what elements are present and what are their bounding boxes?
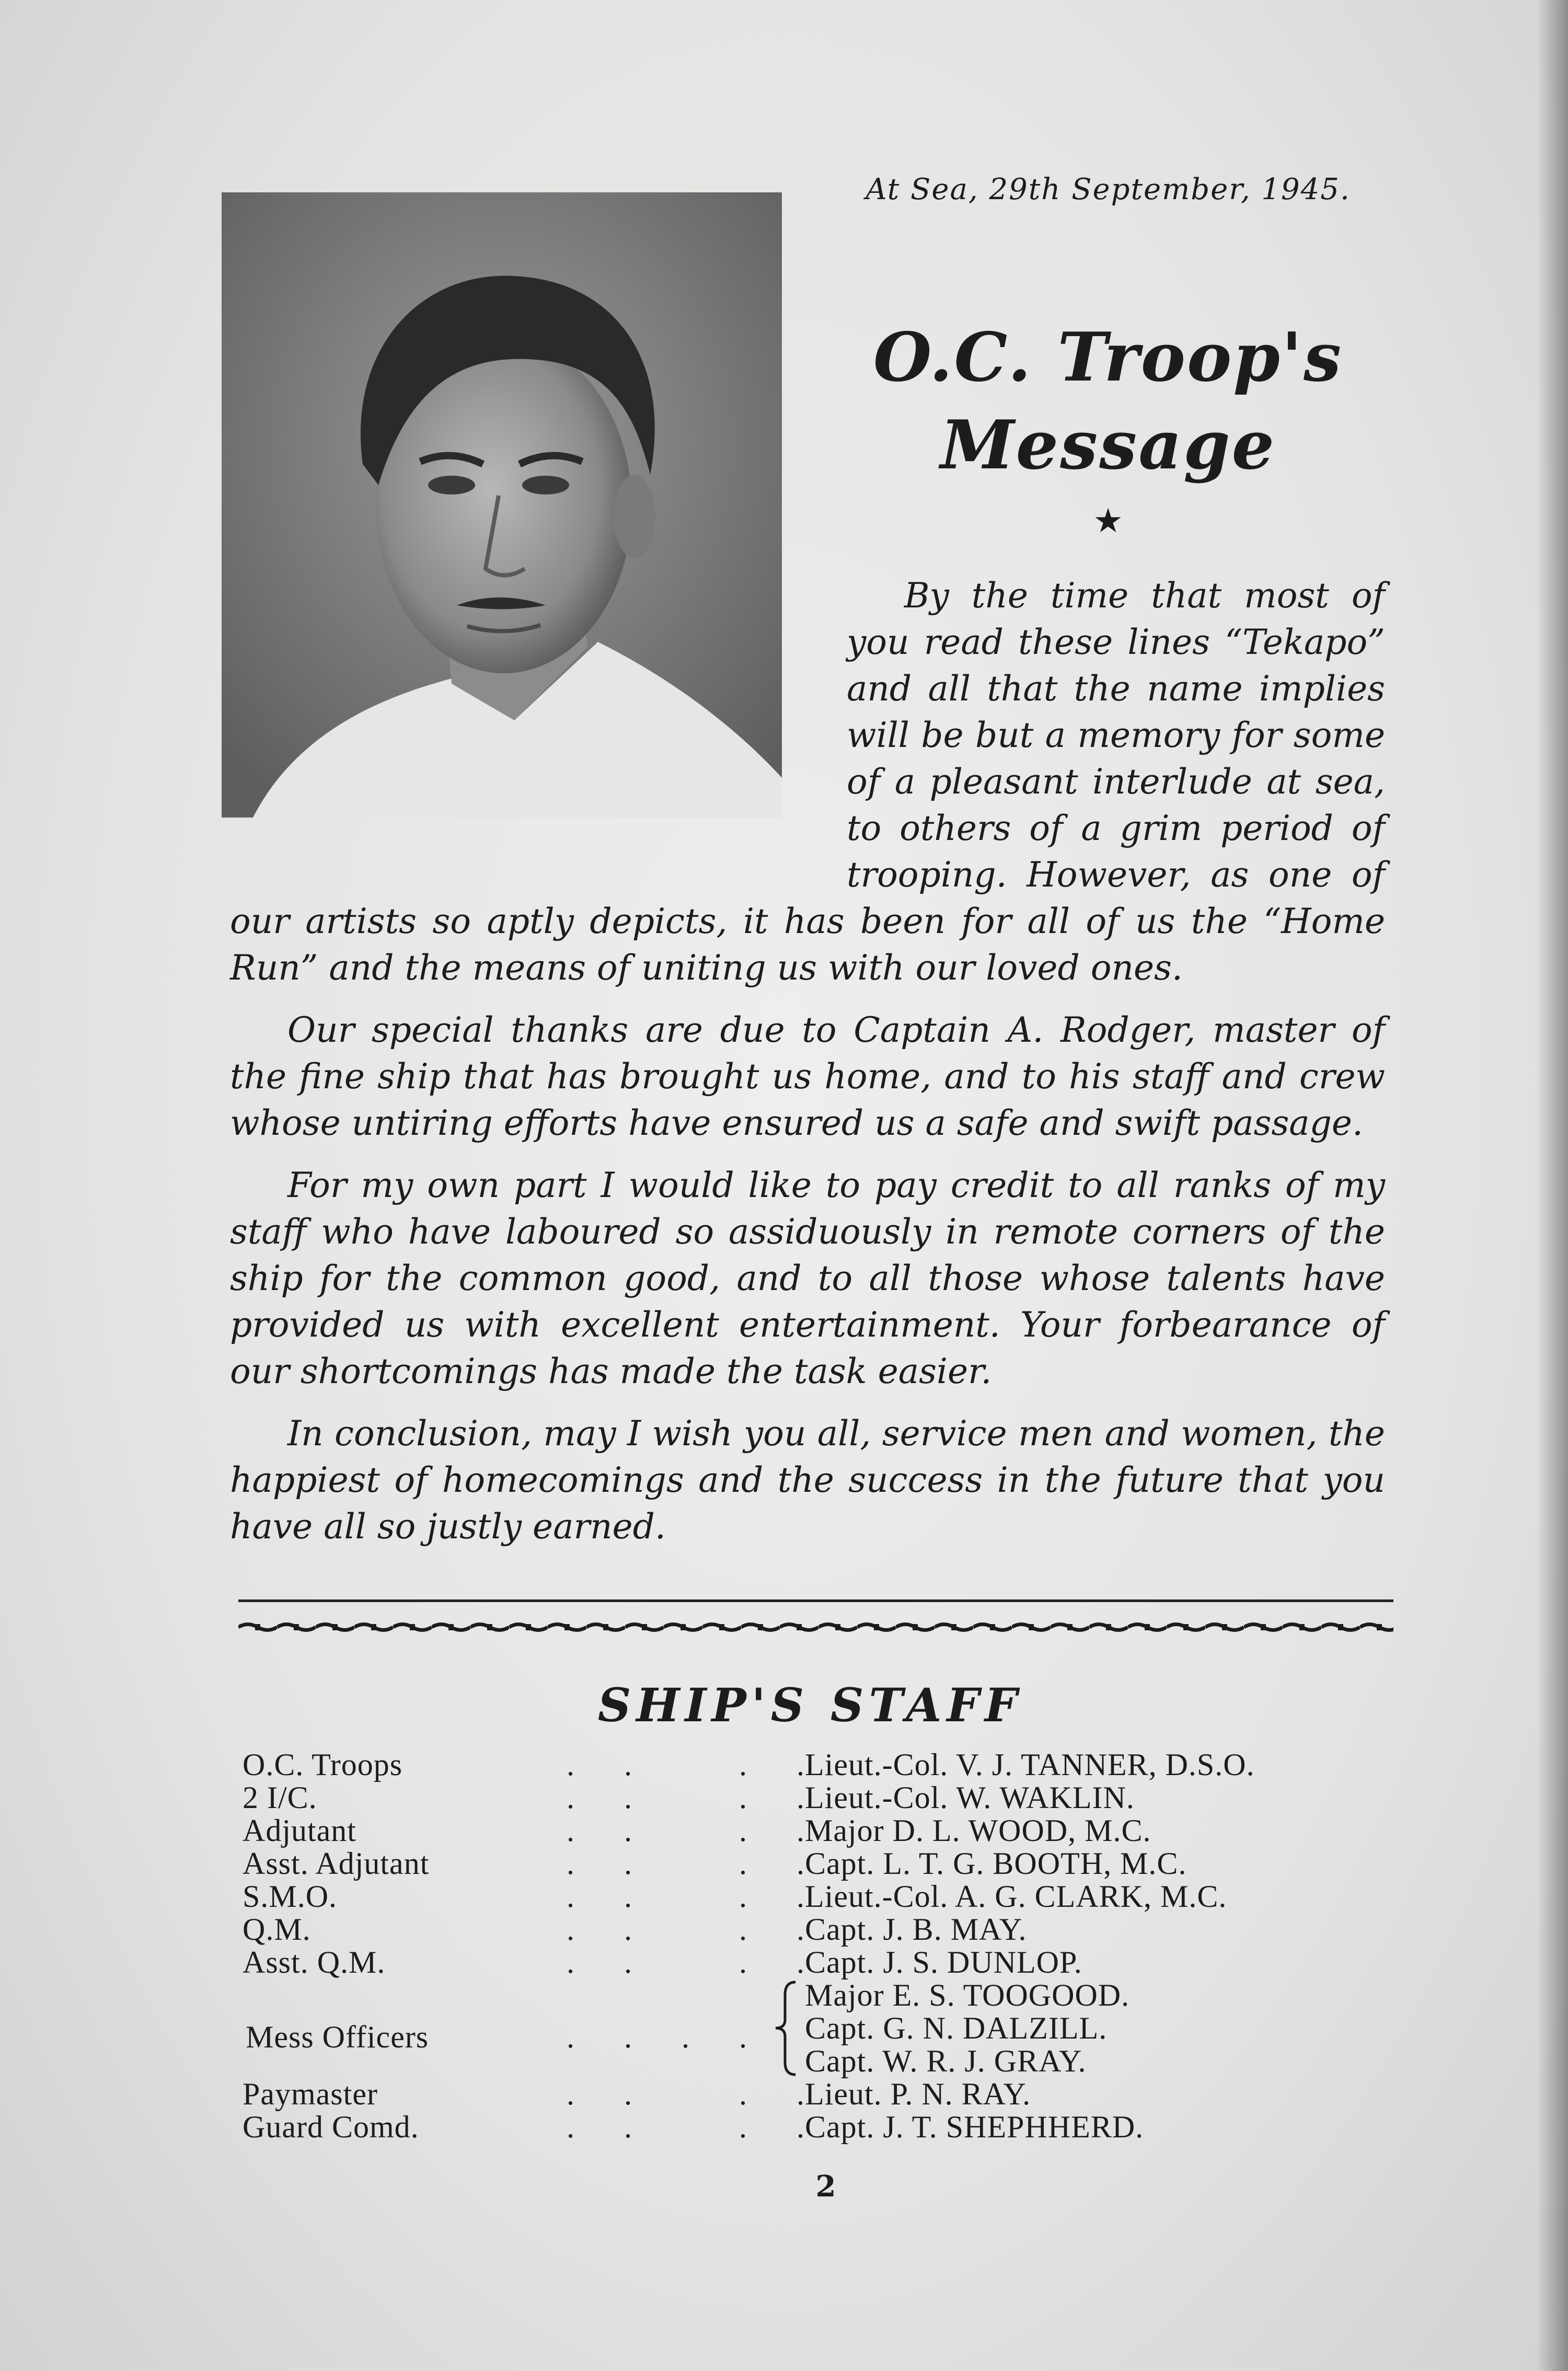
mess-officer-names [805,1979,1129,2078]
staff-name: Capt. J. T. SHEPHHERD. [805,2110,1144,2144]
leader-dots: . . . . [567,1912,825,1947]
paragraph-1: By the time that most of you read these lines “Tekapo” and all that the name implies will be but a memory for some of a pleasant interlude at sea, to others of a grim period of trooping. However, as one of our artists so aptly depicts, it has been for all of us the “Home Run” and the means of uniting us with our loved ones. [230,576,1385,988]
staff-row [243,2078,1392,2111]
leader-dots: . . . . [567,1879,825,1914]
dateline: At Sea, 29th September, 1945. [866,172,1351,206]
staff-name: Lieut.-Col. A. G. CLARK, M.C. [805,1879,1227,1914]
paragraph-3: For my own part I would like to pay credit to all ranks of my staff who have laboured so assiduously in remote corners of the ship for the common good, and to all those whose talents have provided us with excellent entertainment. Your forbearance of our shortcomings has made the task easier. [230,1165,1385,1391]
staff-list [243,1748,1392,2144]
staff-row [243,1781,1392,1814]
staff-name: Major E. S. TOOGOOD. [805,1978,1130,2012]
leader-dots: . . . . [567,1846,825,1881]
leader-dots: . . . . [567,1780,825,1815]
staff-name: Capt. J. S. DUNLOP. [805,1945,1082,1979]
staff-name: Lieut.-Col. W. WAKLIN. [805,1780,1135,1815]
paragraph-4: In conclusion, may I wish you all, service men and women, the happiest of homecomings and the success in the future that you have all so justly earned. [230,1413,1385,1547]
leader-dots: . . . . [567,2077,825,2111]
mess-officers-group [243,1979,1392,2078]
staff-role: Q.M. [243,1912,311,1947]
staff-name: Lieut.-Col. V. J. TANNER, D.S.O. [805,1747,1255,1782]
staff-role: Paymaster [243,2077,378,2111]
staff-role: Asst. Adjutant [243,1846,430,1881]
staff-role: Guard Comd. [243,2110,419,2144]
leader-dots: . . . . [567,1747,825,1782]
message-body [230,572,1385,1566]
staff-role: Mess Officers [246,2020,429,2054]
staff-row [243,1946,1392,1979]
staff-name: Lieut. P. N. RAY. [805,2077,1031,2111]
title-line-2: Message [940,406,1276,485]
page-number: 2 [815,2169,836,2204]
leader-dots: . . . . [567,1813,825,1848]
staff-row [243,1748,1392,1781]
staff-role: S.M.O. [243,1879,338,1914]
leader-dots: . . . . [567,2110,825,2144]
leader-dots: . . . . [567,1945,825,1979]
staff-role: Adjutant [243,1813,356,1848]
spine-shadow [1537,0,1568,2371]
staff-heading: SHIP'S STAFF [597,1678,1023,1732]
staff-name: Capt. J. B. MAY. [805,1912,1027,1947]
ornamental-border-icon [238,1619,1393,1635]
staff-row [243,2111,1392,2144]
star-icon: ★ [1093,502,1123,540]
staff-role: Asst. Q.M. [243,1945,386,1979]
staff-name: Capt. W. R. J. GRAY. [805,2044,1087,2078]
staff-name: Capt. L. T. G. BOOTH, M.C. [805,1846,1187,1881]
staff-role: 2 I/C. [243,1780,317,1815]
staff-name: Capt. G. N. DALZILL. [805,2011,1108,2045]
staff-row [243,1847,1392,1880]
staff-role: O.C. Troops [243,1747,403,1782]
page-title [815,314,1401,489]
staff-row [243,1814,1392,1847]
divider-rule [238,1599,1393,1602]
staff-row [243,1880,1392,1913]
leader-dots: . . . . [567,2020,768,2054]
photo-wrap-spacer [230,572,847,855]
staff-name: Major D. L. WOOD, M.C. [805,1813,1151,1848]
paragraph-2: Our special thanks are due to Captain A. Rodger, master of the fine ship that has brought us home, and to his staff and crew whose untiring efforts have ensured us a safe and swift passage. [230,1010,1385,1143]
staff-row [243,1913,1392,1946]
curly-brace-icon [770,1979,802,2078]
title-line-1: O.C. Troop's [873,318,1343,397]
